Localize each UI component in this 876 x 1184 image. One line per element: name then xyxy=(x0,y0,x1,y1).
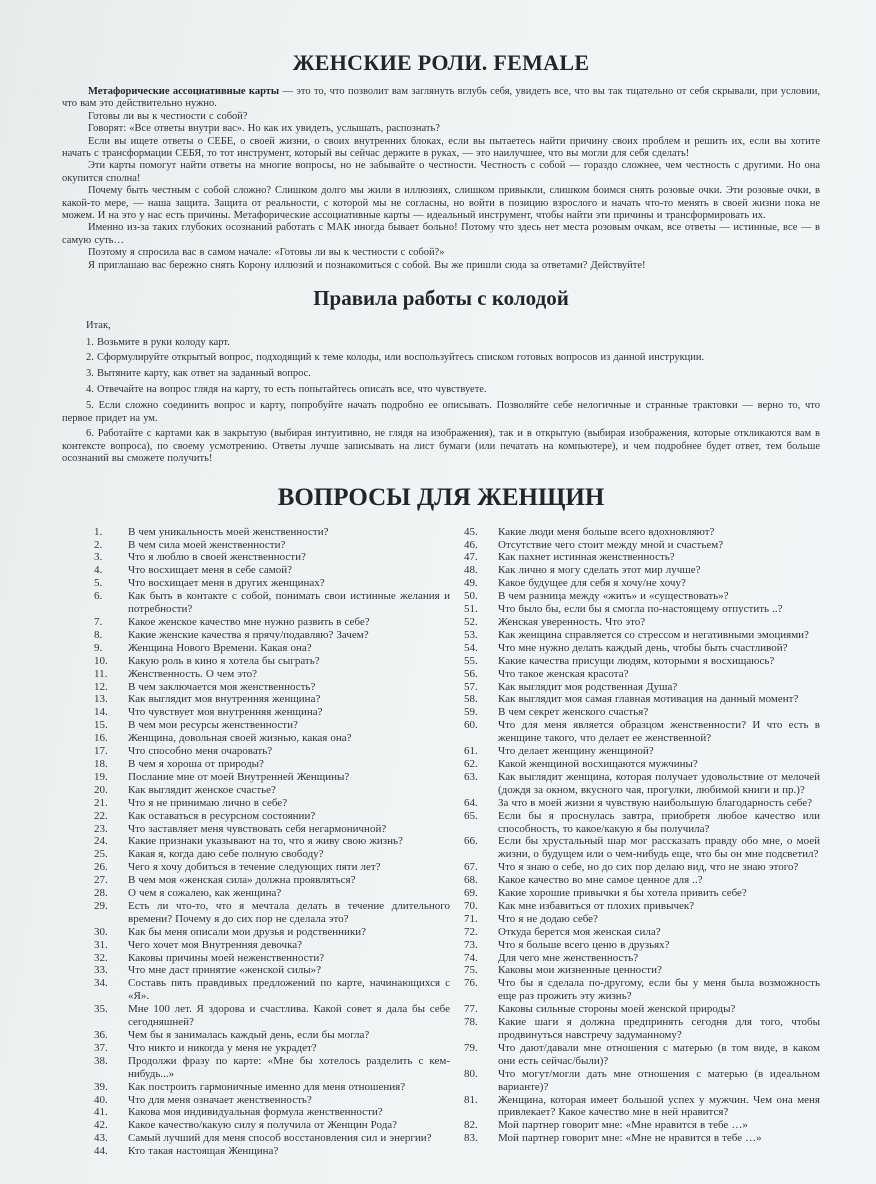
question-number: 47. xyxy=(464,551,478,564)
question-item xyxy=(94,977,450,1003)
question-number: 68. xyxy=(464,874,478,887)
question-item xyxy=(464,526,820,539)
question-item xyxy=(464,681,820,694)
question-text: Что было бы, если бы я смогла по-настоящему отпустить ..? xyxy=(498,603,783,616)
question-text: Женственность. О чем это? xyxy=(128,667,258,680)
question-number: 69. xyxy=(464,887,478,900)
question-text: Какова моя индивидуальная формула женственности? xyxy=(128,1106,383,1119)
question-item xyxy=(94,1029,450,1042)
question-number: 3. xyxy=(94,551,103,564)
question-text: Составь пять правдивых предложений по карте, начинающихся с «Я». xyxy=(128,977,450,1003)
question-text: В чем я хороша от природы? xyxy=(128,757,264,770)
question-text: Что я больше всего ценю в друзьях? xyxy=(498,938,670,951)
question-text: Чего хочет моя Внутренняя девочка? xyxy=(128,938,303,951)
question-number: 67. xyxy=(464,861,478,874)
question-item xyxy=(464,810,820,836)
question-item xyxy=(94,939,450,952)
question-text: Женская уверенность. Что это? xyxy=(498,616,646,628)
question-item xyxy=(464,603,820,616)
question-text: Женщина Нового Времени. Какая она? xyxy=(128,641,312,654)
document-title: ЖЕНСКИЕ РОЛИ. FEMALE xyxy=(292,50,590,75)
question-item xyxy=(94,1081,450,1094)
question-text: Что заставляет меня чувствовать себя негармоничной? xyxy=(128,822,387,835)
question-item xyxy=(464,887,820,900)
question-number: 56. xyxy=(464,667,478,680)
question-text: Что делает женщину женщиной? xyxy=(498,745,654,758)
question-text: Какие женские качества я прячу/подавляю? Зачем? xyxy=(128,628,369,641)
question-item xyxy=(464,706,820,719)
question-text: Отсутствие чего стоит между мной и счастьем? xyxy=(498,538,724,551)
question-item xyxy=(464,771,820,797)
question-text: Что дают/давали мне отношения с матерью (в том виде, в каком они есть сейчас/были)? xyxy=(498,1041,820,1067)
question-number: 15. xyxy=(94,719,108,732)
question-text: Что чувствует моя внутренняя женщина? xyxy=(128,706,323,719)
question-item xyxy=(464,1094,820,1120)
question-number: 46. xyxy=(464,538,478,551)
question-text: Кто такая настоящая Женщина? xyxy=(128,1145,279,1158)
question-text: Что мне нужно делать каждый день, чтобы быть счастливой? xyxy=(498,641,788,654)
intro-lead-paragraph xyxy=(62,86,820,111)
question-number: 77. xyxy=(464,1003,478,1016)
question-item xyxy=(94,655,450,668)
question-number: 61. xyxy=(464,745,478,758)
question-text: Послание мне от моей Внутренней Женщины? xyxy=(128,770,350,783)
question-number: 60. xyxy=(464,719,478,732)
question-text: Как выглядит женское счастье? xyxy=(128,783,276,796)
intro-paragraph: Почему быть честным с собой сложно? Слишком долго мы жили в иллюзиях, слишком привыкли, слишком боимся снять розовые очки. Эти розовые очки, в какой-то мере, — наша защита. Защита от реальности, с которой мы не согласны, но войти в позицию взрослого и начать что-то менять в своей жизни пока не можем. И на это у нас есть причины. Метафорические ассоциативные карты — идеальный инструмент, чтобы найти эти причины и трансформировать их. xyxy=(62,185,820,222)
question-number: 57. xyxy=(464,680,478,693)
question-number: 79. xyxy=(464,1041,478,1054)
question-text: Что я не додаю себе? xyxy=(498,912,598,925)
question-text: Как выглядит моя внутренняя женщина? xyxy=(128,693,321,706)
question-item xyxy=(464,977,820,1003)
question-item xyxy=(464,900,820,913)
question-item xyxy=(94,848,450,861)
question-text: Какое женское качество мне нужно развить в себе? xyxy=(128,616,370,628)
question-text: Что для меня означает женственность? xyxy=(128,1093,312,1106)
question-item xyxy=(464,551,820,564)
question-item xyxy=(94,719,450,732)
questions-column-left xyxy=(94,526,450,1158)
rule-item: 1. Возьмите в руки колоду карт. xyxy=(86,336,230,348)
question-item xyxy=(94,1106,450,1119)
question-text: Какие шаги я должна предпринять сегодня для того, чтобы продвинуться навстречу задуманному? xyxy=(498,1016,820,1041)
question-item xyxy=(94,745,450,758)
question-item xyxy=(464,539,820,552)
question-number: 55. xyxy=(464,654,478,667)
intro-paragraph: Если вы ищете ответы о СЕБЕ, о своей жизни, о своих внутренних блоках, если вы пытаетесь найти причину своих проблем и решить их, если вы хотите начать с трансформации СЕБЯ, то тот инструмент, который вы сейчас держите в руках, — это наилучшее, что вы могли для себя сделать! xyxy=(62,135,820,160)
rule-item: 4. Отвечайте на вопрос глядя на карту, то есть попытайтесь описать все, что чувствуете. xyxy=(86,384,487,396)
question-text: Как пахнет истинная женственность? xyxy=(498,551,675,564)
question-item xyxy=(464,1016,820,1042)
question-number: 51. xyxy=(464,603,478,616)
question-text: Как быть в контакте с собой, понимать свои истинные желания и потребности? xyxy=(128,590,450,616)
intro-paragraph: Говорят: «Все ответы внутри вас». Но как их увидеть, услышать, распознать? xyxy=(88,123,440,135)
question-item xyxy=(464,926,820,939)
rule-item: 5. Если сложно соединить вопрос и карту, попробуйте начать подробно ее описывать. Позволяйте себе нелогичные и странные трактовки — верно то, что первое придет на ум. xyxy=(62,400,820,424)
question-text: Какие качества присущи людям, которыми я восхищаюсь? xyxy=(498,654,775,667)
question-number: 72. xyxy=(464,925,478,938)
question-number: 16. xyxy=(94,732,108,745)
question-number: 2. xyxy=(94,538,103,551)
question-item xyxy=(94,1119,450,1132)
question-number: 33. xyxy=(94,964,108,977)
question-text: Женщина, довольная своей жизнью, какая она? xyxy=(128,732,352,745)
question-item xyxy=(464,1119,820,1132)
question-text: Что я люблю в своей женственности? xyxy=(128,551,306,564)
question-number: 31. xyxy=(94,938,108,951)
question-text: Что для меня является образцом женственности? И что есть в женщине такого, что делает ее женственной? xyxy=(498,719,820,745)
question-number: 27. xyxy=(94,874,108,887)
questions-heading: ВОПРОСЫ ДЛЯ ЖЕНЩИН xyxy=(277,483,605,511)
intro-paragraph: Именно из-за таких глубоких осознаний работать с МАК иногда бывает больно! Потому что здесь нет места розовым очкам, все ответы — истинные, все — в самую суть… xyxy=(62,222,820,246)
question-item xyxy=(94,1055,450,1081)
question-item xyxy=(464,874,820,887)
question-number: 10. xyxy=(94,654,108,667)
question-item xyxy=(94,616,450,629)
question-item xyxy=(94,810,450,823)
question-number: 49. xyxy=(464,577,478,590)
question-number: 43. xyxy=(94,1132,108,1145)
question-number: 58. xyxy=(464,693,478,706)
question-text: Самый лучший для меня способ восстановления сил и энергии? xyxy=(128,1132,432,1145)
rules-intro-text: Итак, xyxy=(86,320,111,332)
question-item xyxy=(94,551,450,564)
question-text: Какое качество/какую силу я получила от Женщин Рода? xyxy=(128,1119,398,1132)
question-item xyxy=(464,719,820,745)
question-text: Есть ли что-то, что я мечтала делать в течение длительного времени? Почему я до сих пор не сделала это? xyxy=(128,899,450,925)
question-item xyxy=(464,1042,820,1068)
question-number: 53. xyxy=(464,628,478,641)
question-item xyxy=(94,629,450,642)
question-number: 63. xyxy=(464,770,478,783)
question-number: 42. xyxy=(94,1119,108,1132)
intro-paragraph: Готовы ли вы к честности с собой? xyxy=(88,110,248,122)
question-item xyxy=(464,745,820,758)
question-number: 78. xyxy=(464,1016,478,1029)
question-number: 40. xyxy=(94,1093,108,1106)
question-text: В чем мои ресурсы женственности? xyxy=(128,719,298,732)
question-item xyxy=(464,758,820,771)
question-number: 30. xyxy=(94,925,108,938)
question-number: 25. xyxy=(94,848,108,861)
question-number: 36. xyxy=(94,1029,108,1041)
question-number: 24. xyxy=(94,835,108,848)
question-item xyxy=(94,1094,450,1107)
question-text: Какой женщиной восхищаются мужчины? xyxy=(498,757,698,770)
question-text: Что такое женская красота? xyxy=(498,667,629,680)
question-text: Чем бы я занималась каждый день, если бы могла? xyxy=(128,1029,370,1041)
question-number: 45. xyxy=(464,525,478,538)
question-text: Какое будущее для себя я хочу/не хочу? xyxy=(498,577,686,590)
question-text: Как построить гармоничные именно для меня отношения? xyxy=(128,1080,406,1093)
question-number: 62. xyxy=(464,757,478,770)
question-item xyxy=(464,693,820,706)
question-number: 38. xyxy=(94,1054,108,1067)
question-number: 66. xyxy=(464,835,478,848)
intro-paragraphs xyxy=(62,111,820,272)
question-number: 23. xyxy=(94,822,108,835)
question-number: 81. xyxy=(464,1093,478,1106)
question-item xyxy=(94,874,450,887)
intro-paragraph: Я приглашаю вас бережно снять Корону иллюзий и познакомиться с собой. Вы же пришли сюда за ответами? Действуйте! xyxy=(88,259,646,271)
question-text: Что я знаю о себе, но до сих пор делаю вид, что не знаю этого? xyxy=(498,861,799,874)
question-text: Как женщина справляется со стрессом и негативными эмоциями? xyxy=(498,628,809,641)
question-number: 70. xyxy=(464,899,478,912)
question-item xyxy=(94,926,450,939)
question-item xyxy=(464,913,820,926)
question-number: 21. xyxy=(94,796,108,809)
question-text: За что в моей жизни я чувствую наибольшую благодарность себе? xyxy=(498,796,813,809)
question-number: 80. xyxy=(464,1067,478,1080)
question-number: 4. xyxy=(94,564,103,577)
question-item xyxy=(464,668,820,681)
question-item xyxy=(464,939,820,952)
question-text: Что никто и никогда у меня не украдет? xyxy=(128,1041,317,1054)
question-item xyxy=(464,964,820,977)
question-number: 19. xyxy=(94,770,108,783)
question-item xyxy=(464,616,820,629)
question-text: В чем секрет женского счастья? xyxy=(498,706,649,719)
question-number: 14. xyxy=(94,706,108,719)
question-text: Как бы меня описали мои друзья и родственники? xyxy=(128,925,367,938)
question-item xyxy=(94,668,450,681)
question-text: Какие хорошие привычки я бы хотела привить себе? xyxy=(498,887,747,900)
question-number: 18. xyxy=(94,757,108,770)
questions-column-right xyxy=(464,526,820,1158)
question-number: 6. xyxy=(94,590,103,603)
question-item xyxy=(94,964,450,977)
question-number: 9. xyxy=(94,641,103,654)
question-text: Для чего мне женственность? xyxy=(498,951,639,964)
question-item xyxy=(464,629,820,642)
question-text: Что восхищает меня в себе самой? xyxy=(128,564,292,577)
question-text: Как выглядит женщина, которая получает удовольствие от мелочей (дождя за окном, вкусного чая, прогулки, любимой книги и пр.)? xyxy=(498,770,820,796)
question-item xyxy=(94,861,450,874)
intro-lead-text: — это то, что позволит вам заглянуть вглубь себя, увидеть все, что вы так тщательно от себя скрывали, при условии, что вам это действительно нужно. xyxy=(62,86,820,110)
question-number: 41. xyxy=(94,1106,108,1119)
question-number: 35. xyxy=(94,1003,108,1016)
question-item xyxy=(464,1003,820,1016)
question-text: Что мне даст принятие «женской силы»? xyxy=(128,964,322,977)
intro-paragraph: Эти карты помогут найти ответы на многие вопросы, но не забывайте о честности. Честность с собой — гораздо сложнее, чем честность с другими. Но она окупится сполна! xyxy=(62,160,820,184)
question-item xyxy=(464,797,820,810)
question-item xyxy=(464,564,820,577)
question-text: Откуда берется моя женская сила? xyxy=(498,925,661,938)
question-item xyxy=(464,655,820,668)
question-number: 13. xyxy=(94,693,108,706)
question-text: Продолжи фразу по карте: «Мне бы хотелось разделить с кем-нибудь...» xyxy=(128,1054,450,1080)
question-item xyxy=(94,797,450,810)
question-text: Как выглядит моя родственная Душа? xyxy=(498,680,678,693)
question-item xyxy=(94,835,450,848)
question-text: Как лично я могу сделать этот мир лучше? xyxy=(498,564,701,577)
question-item xyxy=(94,1132,450,1145)
question-text: Какие признаки указывают на то, что я живу свою жизнь? xyxy=(128,835,403,848)
rule-item: 2. Сформулируйте открытый вопрос, подходящий к теме колоды, или воспользуйтесь списком готовых вопросов из данной инструкции. xyxy=(86,352,705,364)
question-number: 74. xyxy=(464,951,478,964)
question-item xyxy=(94,577,450,590)
question-item xyxy=(464,642,820,655)
rules-list xyxy=(62,337,820,466)
question-text: Что бы я сделала по-другому, если бы у меня была возможность еще раз прожить эту жизнь? xyxy=(498,977,820,1003)
question-item xyxy=(464,590,820,603)
question-text: Что способно меня очаровать? xyxy=(128,745,273,758)
question-text: В чем сила моей женственности? xyxy=(128,538,286,551)
question-text: О чем я сожалею, как женщина? xyxy=(128,887,282,900)
question-number: 65. xyxy=(464,809,478,822)
question-text: Как выглядит моя самая главная мотивация на данный момент? xyxy=(498,693,799,706)
question-text: Мне 100 лет. Я здорова и счастлива. Какой совет я дала бы себе сегодняшней? xyxy=(128,1003,450,1029)
question-text: Если бы я проснулась завтра, приобретя любое качество или способность, то какое/какую я бы получила? xyxy=(498,809,820,835)
question-item xyxy=(94,706,450,719)
question-item xyxy=(94,642,450,655)
question-number: 34. xyxy=(94,977,108,990)
question-text: Какая я, когда даю себе полную свободу? xyxy=(128,848,324,861)
question-item xyxy=(94,732,450,745)
question-item xyxy=(94,1145,450,1158)
question-text: Как оставаться в ресурсном состоянии? xyxy=(128,809,316,822)
question-text: Если бы хрустальный шар мог рассказать правду обо мне, о моей жизни, о будущем или о чем-нибудь еще, что бы он мне подсветил? xyxy=(498,835,820,861)
question-number: 37. xyxy=(94,1041,108,1054)
question-text: В чем моя «женская сила» должна проявляться? xyxy=(128,874,356,887)
question-text: Что могут/могли дать мне отношения с матерью (в идеальном варианте)? xyxy=(498,1067,820,1093)
question-number: 44. xyxy=(94,1145,108,1158)
question-item xyxy=(464,577,820,590)
question-number: 7. xyxy=(94,616,103,628)
question-number: 17. xyxy=(94,745,108,758)
question-text: В чем разница между «жить» и «существовать»? xyxy=(498,590,729,603)
question-item xyxy=(464,861,820,874)
question-item xyxy=(94,952,450,965)
question-item xyxy=(94,539,450,552)
question-number: 1. xyxy=(94,525,103,538)
question-item xyxy=(94,758,450,771)
question-number: 29. xyxy=(94,899,108,912)
question-item xyxy=(464,835,820,861)
question-number: 71. xyxy=(464,912,478,925)
question-item xyxy=(464,1068,820,1094)
rules-heading: Правила работы с колодой xyxy=(313,286,569,311)
question-item xyxy=(464,952,820,965)
question-text: Что я не принимаю лично в себе? xyxy=(128,796,288,809)
question-number: 39. xyxy=(94,1080,108,1093)
question-number: 48. xyxy=(464,564,478,577)
question-number: 5. xyxy=(94,577,103,590)
question-number: 22. xyxy=(94,809,108,822)
question-number: 83. xyxy=(464,1132,478,1145)
question-number: 32. xyxy=(94,951,108,964)
question-item xyxy=(94,590,450,616)
rule-item: 6. Работайте с картами как в закрытую (выбирая интуитивно, не глядя на изображения), так и в открытую (выбирая изображения, которые откликаются вам в контексте вопроса), по своему усмотрению. Ответы лучше записывать на лист бумаги (или печатать на компьютере), и чем подробнее будет ответ, тем больше осознаний вы сможете получить! xyxy=(62,428,820,465)
question-item xyxy=(94,693,450,706)
question-item xyxy=(94,1003,450,1029)
question-number: 75. xyxy=(464,964,478,977)
question-number: 54. xyxy=(464,641,478,654)
question-text: Мой партнер говорит мне: «Мне нравится в тебе …» xyxy=(498,1119,748,1132)
question-item xyxy=(94,784,450,797)
question-number: 11. xyxy=(94,667,108,680)
question-text: Что восхищает меня в других женщинах? xyxy=(128,577,325,590)
question-text: Женщина, которая имеет большой успех у мужчин. Чем она меня привлекает? Какое качество мне в ней нравится? xyxy=(498,1093,820,1119)
question-item xyxy=(94,887,450,900)
question-number: 28. xyxy=(94,887,108,900)
question-number: 76. xyxy=(464,977,478,990)
question-item xyxy=(94,526,450,539)
questions-columns xyxy=(62,526,820,1158)
question-text: Каковы сильные стороны моей женской природы? xyxy=(498,1003,736,1016)
question-text: Какую роль в кино я хотела бы сыграть? xyxy=(128,654,320,667)
question-number: 82. xyxy=(464,1119,478,1132)
question-text: Мой партнер говорит мне: «Мне не нравится в тебе …» xyxy=(498,1132,762,1145)
question-text: Какое качество во мне самое ценное для ..? xyxy=(498,874,703,887)
question-text: Какие люди меня больше всего вдохновляют? xyxy=(498,525,715,538)
question-item xyxy=(94,900,450,926)
question-item xyxy=(94,681,450,694)
intro-paragraph: Поэтому я спросила вас в самом начале: «Готовы ли вы к честности с собой?» xyxy=(88,247,445,259)
question-number: 20. xyxy=(94,783,108,796)
rule-item: 3. Вытяните карту, как ответ на заданный вопрос. xyxy=(86,368,311,380)
question-text: В чем уникальность моей женственности? xyxy=(128,525,329,538)
question-text: Каковы мои жизненные ценности? xyxy=(498,964,662,977)
question-text: Каковы причины моей неженственности? xyxy=(128,951,325,964)
question-item xyxy=(464,1132,820,1145)
question-number: 64. xyxy=(464,796,478,809)
question-text: Как мне избавиться от плохих привычек? xyxy=(498,899,695,912)
question-number: 73. xyxy=(464,938,478,951)
question-number: 12. xyxy=(94,680,108,693)
question-number: 59. xyxy=(464,706,478,719)
question-number: 52. xyxy=(464,616,478,628)
question-text: В чем заключается моя женственность? xyxy=(128,680,316,693)
intro-lead-term: Метафорические ассоциативные карты xyxy=(88,86,280,97)
question-item xyxy=(94,564,450,577)
question-item xyxy=(94,771,450,784)
question-number: 26. xyxy=(94,861,108,874)
question-text: Чего я хочу добиться в течение следующих пяти лет? xyxy=(128,861,381,874)
question-item xyxy=(94,823,450,836)
question-number: 8. xyxy=(94,628,103,641)
question-item xyxy=(94,1042,450,1055)
question-number: 50. xyxy=(464,590,478,603)
